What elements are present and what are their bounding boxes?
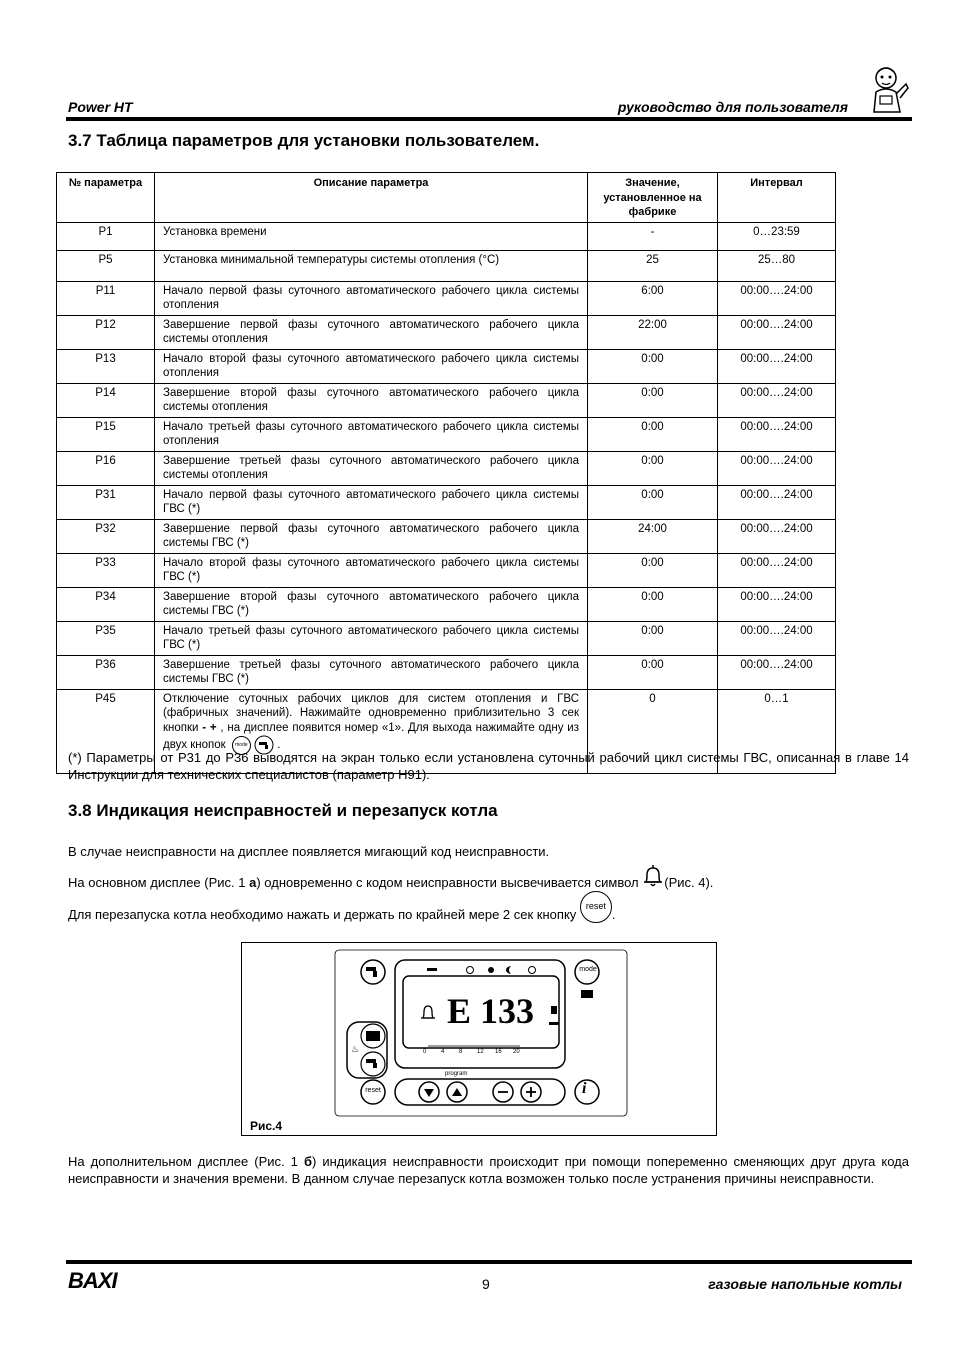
header-range: Интервал	[718, 173, 836, 223]
cell-range: 00:00….24:00	[718, 553, 836, 587]
cell-desc: Завершение второй фазы суточного автоматического рабочего цикла системы отопления	[155, 383, 588, 417]
scale-tick-label: 0	[423, 1049, 427, 1055]
table-row	[57, 587, 836, 621]
p4-text-c: ) индикация неисправности происходит при помощи попеременно сменяющих друг друга кода неисправности и значения времени. В данном случае перезапуск котла возможен только после устранения причины неисправности.	[68, 1154, 909, 1186]
p2-text-a: На основном дисплее (Рис. 1	[68, 875, 250, 890]
doc-subtitle: руководство для пользователя	[617, 99, 848, 115]
footer-caption: газовые напольные котлы	[708, 1276, 902, 1292]
program-label: program	[445, 1071, 468, 1077]
parameters-table	[56, 172, 836, 774]
cell-value: 0:00	[588, 451, 718, 485]
p45-text-a: Отключение суточных рабочих циклов для систем отопления и ГВС (фабричных значений). Нажимайте одновременно приблизительно 3 сек кнопки	[163, 692, 579, 734]
scale-tick-label: 20	[513, 1049, 520, 1055]
cell-desc: Начало третьей фазы суточного автоматического рабочего цикла системы отопления	[155, 417, 588, 451]
reset-button-icon	[580, 891, 612, 923]
cell-range: 00:00….24:00	[718, 451, 836, 485]
table-row	[57, 250, 836, 281]
paragraph-2	[68, 874, 909, 891]
cell-value: 6:00	[588, 281, 718, 315]
p3-text-a: Для перезапуска котла необходимо нажать и держать по крайней мере 2 сек кнопку	[68, 907, 577, 922]
cell-value: 22:00	[588, 315, 718, 349]
section-3-8-title: 3.8 Индикация неисправностей и перезапуск котла	[68, 801, 498, 820]
section-3-7-title: 3.7 Таблица параметров для установки пользователем.	[68, 131, 540, 150]
cell-num: P16	[57, 451, 155, 485]
scale-tick-label: 12	[477, 1049, 484, 1055]
cell-num: P11	[57, 281, 155, 315]
cell-range: 25…80	[718, 250, 836, 281]
scale-tick-label: 4	[441, 1049, 445, 1055]
paragraph-1: В случае неисправности на дисплее появляется мигающий код неисправности.	[68, 844, 550, 859]
mode-button: mode	[579, 966, 597, 973]
cell-desc: Начало второй фазы суточного автоматического рабочего цикла системы ГВС (*)	[155, 553, 588, 587]
cell-range: 00:00….24:00	[718, 519, 836, 553]
header-desc: Описание параметра	[155, 173, 588, 223]
footer-rule	[66, 1260, 912, 1264]
cell-value: 0:00	[588, 383, 718, 417]
figure-4-label: Рис.4	[250, 1119, 283, 1133]
cell-desc: Завершение первой фазы суточного автоматического рабочего цикла системы ГВС (*)	[155, 519, 588, 553]
cell-value: 0:00	[588, 349, 718, 383]
cell-num: P14	[57, 383, 155, 417]
cell-value: 0	[588, 689, 718, 773]
table-row	[57, 451, 836, 485]
cell-desc: Начало первой фазы суточного автоматического рабочего цикла системы ГВС (*)	[155, 485, 588, 519]
cell-value: 0:00	[588, 417, 718, 451]
p4-bold: б	[303, 1154, 312, 1169]
cell-range: 00:00….24:00	[718, 315, 836, 349]
page-number: 9	[482, 1276, 490, 1292]
scale-tick-label: 8	[459, 1049, 463, 1055]
cell-range: 00:00….24:00	[718, 485, 836, 519]
svg-text:♨: ♨	[351, 1045, 360, 1055]
cell-num: P34	[57, 587, 155, 621]
mode-button-icon: mode	[232, 736, 251, 755]
cell-range: 00:00….24:00	[718, 383, 836, 417]
reset-button: reset	[365, 1087, 381, 1094]
cell-range: 00:00….24:00	[718, 621, 836, 655]
cell-num: P15	[57, 417, 155, 451]
cell-range: 00:00….24:00	[718, 349, 836, 383]
cell-range: 00:00….24:00	[718, 655, 836, 689]
cell-range: 0…23:59	[718, 222, 836, 250]
cell-desc: Установка времени	[155, 222, 588, 250]
cell-value: 24:00	[588, 519, 718, 553]
table-row	[57, 519, 836, 553]
display-bell-icon	[423, 1006, 433, 1018]
scale-tick-label: 16	[495, 1049, 502, 1055]
cell-desc: Завершение второй фазы суточного автоматического рабочего цикла системы ГВС (*)	[155, 587, 588, 621]
cell-num: P1	[57, 222, 155, 250]
bell-icon	[642, 864, 664, 890]
cell-desc: Установка минимальной температуры системы отопления (°C)	[155, 250, 588, 281]
p3-text-end: .	[611, 907, 616, 922]
cell-desc: Завершение третьей фазы суточного автоматического рабочего цикла системы ГВС (*)	[155, 655, 588, 689]
p2-text-d: (Рис. 4).	[664, 875, 714, 890]
cell-desc: Завершение первой фазы суточного автоматического рабочего цикла системы отопления	[155, 315, 588, 349]
table-row	[57, 315, 836, 349]
cell-num: P35	[57, 621, 155, 655]
table-row	[57, 655, 836, 689]
reset-label: reset	[585, 900, 606, 911]
table-row	[57, 222, 836, 250]
table-row	[57, 621, 836, 655]
cell-num: P5	[57, 250, 155, 281]
header-value: Значение, установленное на фабрике	[588, 173, 718, 223]
mascot-icon	[862, 62, 910, 116]
header-rule	[66, 117, 912, 121]
cell-num: P33	[57, 553, 155, 587]
cell-desc: Начало третьей фазы суточного автоматического рабочего цикла системы ГВС (*)	[155, 621, 588, 655]
cell-num: P45	[57, 689, 155, 773]
table-row	[57, 553, 836, 587]
table-row	[57, 485, 836, 519]
p2-text-c: ) одновременно с кодом неисправности высвечивается символ	[256, 875, 639, 890]
table-row	[57, 349, 836, 383]
cell-desc: Завершение третьей фазы суточного автоматического рабочего цикла системы отопления	[155, 451, 588, 485]
cell-value: 0:00	[588, 621, 718, 655]
p2-bold: а	[249, 875, 257, 890]
p45-text-b: , на дисплее появится номер «1». Для выхода нажимайте одну из двух кнопок	[163, 721, 579, 752]
cell-value: 0:00	[588, 485, 718, 519]
cell-value: 0:00	[588, 553, 718, 587]
header-num: № параметра	[57, 173, 155, 223]
paragraph-4	[68, 1153, 909, 1187]
p4-text-a: На дополнительном дисплее (Рис. 1	[68, 1154, 304, 1169]
cell-num: P32	[57, 519, 155, 553]
cell-num: P31	[57, 485, 155, 519]
cell-desc: Начало второй фазы суточного автоматического рабочего цикла системы отопления	[155, 349, 588, 383]
table-row	[57, 417, 836, 451]
doc-title: Power HT	[68, 99, 133, 115]
cell-range: 00:00….24:00	[718, 587, 836, 621]
cell-desc: Начало первой фазы суточного автоматического рабочего цикла системы отопления	[155, 281, 588, 315]
cell-value: 25	[588, 250, 718, 281]
table-row	[57, 281, 836, 315]
cell-num: P36	[57, 655, 155, 689]
p45-text-end: .	[274, 739, 281, 752]
p45-keys: - +	[202, 721, 217, 734]
cell-value: 0:00	[588, 587, 718, 621]
cell-num: P13	[57, 349, 155, 383]
paragraph-3	[68, 900, 909, 923]
footnote: (*) Параметры от P31 до P36 выводятся на экран только если установлена суточный рабочий цикл системы ГВС, описанная в главе 14 Инструкции для технических специалистов (параметр H91).	[68, 750, 909, 782]
error-code-display: E 133	[447, 991, 535, 1031]
info-button: i	[582, 1080, 587, 1097]
cell-value: -	[588, 222, 718, 250]
cell-range: 00:00….24:00	[718, 281, 836, 315]
cell-range: 00:00….24:00	[718, 417, 836, 451]
cell-value: 0:00	[588, 655, 718, 689]
cell-range: 0…1	[718, 689, 836, 773]
table-row	[57, 383, 836, 417]
baxi-logo: BAXI	[68, 1268, 117, 1293]
cell-num: P12	[57, 315, 155, 349]
